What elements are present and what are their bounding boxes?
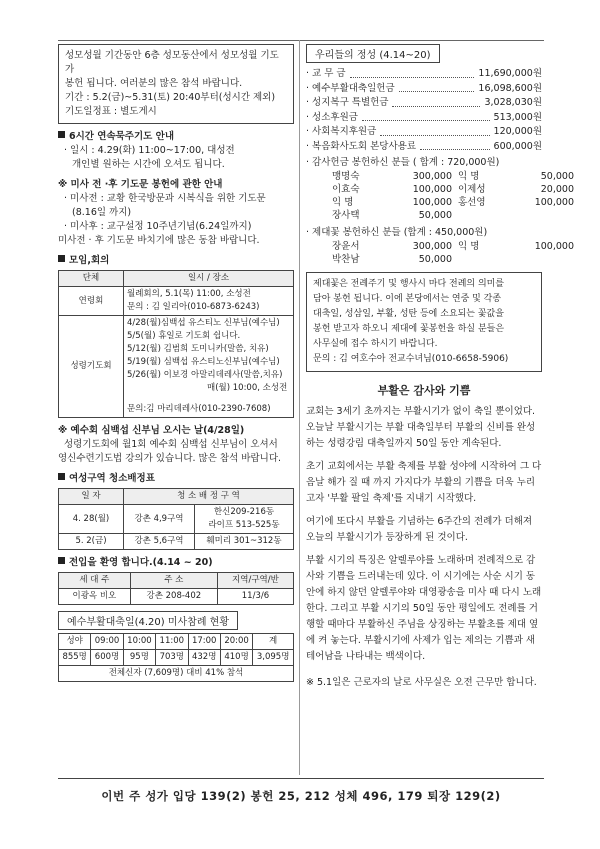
offering-row: · 예수부활대축일헌금 16,098,600원 [306,82,542,94]
table-header: 세 대 주 [59,573,131,589]
table-cell: 11/3/6 [217,589,293,605]
notice-line: 사무실에 접수 하시기 바랍니다. [313,339,438,349]
cleaning-title: 여성구역 청소배정표 [58,472,294,486]
meetings-table [58,270,294,418]
notice-line: 봉헌 받고자 하오니 제대에 꽃봉헌을 하실 분들은 [313,324,505,334]
father-visit-title: ※ 예수회 심백섭 신부님 오시는 날(4/28일) [58,425,245,436]
table-row [59,287,294,316]
offering-row: · 성소후원금 513,000원 [306,111,542,123]
cleaning-area: 강촌 4,9구역 [124,505,195,534]
flower-notice-box [306,272,542,372]
article-title: 부활은 감사와 기쁨 [377,384,471,397]
cleaning-date: 5. 2(금) [59,534,124,550]
article-paragraph: 초기 교회에서는 부활 축제를 부활 성야에 시작하여 그 다음날 해가 질 때 까지 가지다가 부활의 기쁨을 더욱 누리고자 '부활 팔일 축제'를 지내기 시작했다. [306,461,542,504]
mass-prayer-line: · 미사전 : 교황 한국방문과 시복식을 위한 기도문 [64,193,266,204]
cleaning-date: 4. 28(월) [59,505,124,534]
group-name: 성령기도회 [59,316,124,418]
meeting-detail: 4/28(월)심백섭 유스티노 신부님(예수님) 5/5(월) 휴일로 기도회 쉽니다. 5/12(월) 김범희 도미니카(말씀, 치유) 5/19(월) 심백섭 유스티노신부님(예수님) 5/26(월) 이보경 아말리데레사(말씀,치유) 매(월) 10:00, 소성전 문의:김 마리데레사(010-2390-7608) [124,316,294,418]
offering-row: · 교 무 금 11,690,000원 [306,68,542,79]
easter-mass-title: 예수부활대축일(4.20) 미사참례 현황 [58,611,238,630]
hymn-footer: 이번 주 성가 입당 139(2) 봉헌 25, 212 성체 496, 179 퇴장 129(2) [101,789,501,803]
table-header: 일시 / 장소 [124,271,294,287]
rosary-line: · 일시 : 4.29(화) 11:00~17:00, 대성전 [64,145,235,156]
rosary-section-title: 6시간 연속묵주기도 안내 [58,130,294,144]
table-cell: 410명 [220,650,252,666]
table-header: 청 소 배 정 구 역 [124,489,294,505]
top-rule [58,40,544,41]
cleaning-detail: 훼미리 301~312동 [195,534,294,550]
table-cell: 432명 [188,650,220,666]
table-row [59,589,294,605]
mass-prayer-line: (8.16일 까지) [72,207,132,218]
article-paragraph: 여기에 또다시 부활을 기념하는 6주간의 전례가 더해져 오늘의 부활시기가 등장하게 된 것이다. [306,516,533,543]
attendance-summary: 전체신자 (7,609명) 대비 41% 참석 [59,666,294,682]
table-header: 일 자 [59,489,124,505]
square-bullet-icon [58,131,65,138]
newcomers-title: 전입을 환영 합니다.(4.14 ~ 20) [58,556,294,570]
notice-line: 담아 봉헌 됩니다. 이에 본당에서는 연중 및 각종 [313,294,502,304]
article-paragraph: 부활 시기의 특징은 알렐루야를 노래하며 전례적으로 감사와 기쁨을 드러내는데 있다. 이 시기에는 사순 시기 동안에 하지 않던 알렐루야와 대영광송을 미사 때 다시 노래한다. 그리고 부활 시기의 50일 동안 평일에도 전례를 거행할 때마다 부활하신 주님을 상징하는 부활초를 제대 옆에 켜 놓는다. 부활시기에 사제가 입는 제의는 기쁨과 새 테어남을 나타내는 백색이다. [306,555,542,662]
offering-row: · 사회복지후원금 120,000원 [306,126,542,137]
right-column [306,44,574,698]
group-name: 연령회 [59,287,124,316]
flower-title: · 제대꽃 봉헌하신 분들 (합계 : 450,000원) [306,227,488,238]
square-bullet-icon [58,473,65,480]
notice-line: 대축일, 성삼일, 부활, 성탄 등에 소요되는 꽃값을 [313,309,504,319]
table-cell: 이광옥 비오 [59,589,131,605]
table-cell: 600명 [91,650,123,666]
article-paragraph: 교회는 3세기 초까지는 부활시기가 없이 축일 뿐이었다. 오늘날 부활시기는 부활 대축일부터 부활의 신비를 완성하는 성령강림 대축일까지 50일 동안 계속된다. [306,406,536,449]
footer-rule [58,778,544,779]
father-visit-line: 성령기도회에 월1회 예수회 심백섭 신부님이 오셔서 [64,439,278,450]
table-cell: 703명 [156,650,188,666]
left-column [58,44,294,682]
table-header: 주 소 [130,573,217,589]
table-row [59,505,294,534]
table-header: 지역/구역/반 [217,573,293,589]
notice-line: 문의 : 김 여호수아 전교수녀님(010-6658-5906) [313,354,509,364]
offering-row: · 성지복구 특별헌금 3,028,030원 [306,97,542,108]
column-divider [299,40,300,775]
flower-donors: 장윤서 300,000 익 명 100,000 박찬남 50,000 [332,241,574,265]
table-header: 20:00 [220,634,252,650]
notice-line: 기도일정표 : 별도게시 [65,106,157,117]
table-cell: 3,095명 [253,650,294,666]
notice-line: 기간 : 5.2(금)~5.31(토) 20:40부터(성시간 제외) [65,92,276,103]
notice-line: 제대꽃은 전례주기 및 행사시 마다 전례의 의미를 [313,279,505,289]
mass-prayer-line: 미사전 · 후 기도문 바치기에 많은 동참 바랍니다. [58,235,260,246]
cleaning-detail: 한신209-216동 라이프 513-525동 [195,505,294,534]
cleaning-area: 강촌 5,6구역 [124,534,195,550]
cleaning-table [58,488,294,550]
offering-title: 우리들의 정성 (4.14~20) [306,44,440,63]
table-row [59,534,294,550]
notice-line: 봉헌 됩니다. 여러분의 많은 참석 바랍니다. [65,78,243,89]
thanks-title: · 감사헌금 봉헌하신 분들 ( 합계 : 720,000원) [306,157,500,168]
table-cell: 강촌 208-402 [130,589,217,605]
table-row [59,666,294,682]
offering-list [306,67,542,154]
offering-row: · 복음화사도회 본당사용료 600,000원 [306,140,542,152]
office-notice: ※ 5.1일은 근로자의 날로 사무실은 오전 근무만 합니다. [306,677,537,688]
table-row [59,650,294,666]
table-header: 17:00 [188,634,220,650]
mass-prayer-title: ※ 미사 전 ·후 기도문 봉헌에 관한 안내 [58,179,223,190]
table-header: 11:00 [156,634,188,650]
father-visit-line: 영신수련기도법 강의가 있습니다. 많은 참석 바랍니다. [58,453,282,464]
table-header: 10:00 [123,634,155,650]
notice-line: 성모성월 기간동안 6층 성모동산에서 성모성월 기도가 [65,50,279,75]
square-bullet-icon [58,255,65,262]
square-bullet-icon [58,557,65,564]
mass-prayer-line: · 미사후 : 교구설정 10주년기념(6.24일까지) [64,221,252,232]
meeting-detail: 월례회의, 5.1(목) 11:00, 소성전 문의 : 김 일리아(010-6873-6243) [124,287,294,316]
table-header: 09:00 [91,634,123,650]
table-header: 성야 [59,634,91,650]
may-prayer-notice-box [58,44,294,124]
newcomers-table [58,572,294,605]
table-cell: 95명 [123,650,155,666]
table-cell: 855명 [59,650,91,666]
meetings-title: 모임,회의 [58,254,294,268]
table-row [59,316,294,418]
thanks-donors: 맹명숙 300,000 익 명 50,000 이효숙 100,000 이제성 20,000 익 명 100,000 홍선영 100,000 장사택 50,000 [332,171,574,221]
rosary-line: 개인별 원하는 시간에 오셔도 됩니다. [72,159,225,170]
table-header: 계 [253,634,294,650]
easter-mass-table [58,633,294,682]
table-header: 단체 [59,271,124,287]
